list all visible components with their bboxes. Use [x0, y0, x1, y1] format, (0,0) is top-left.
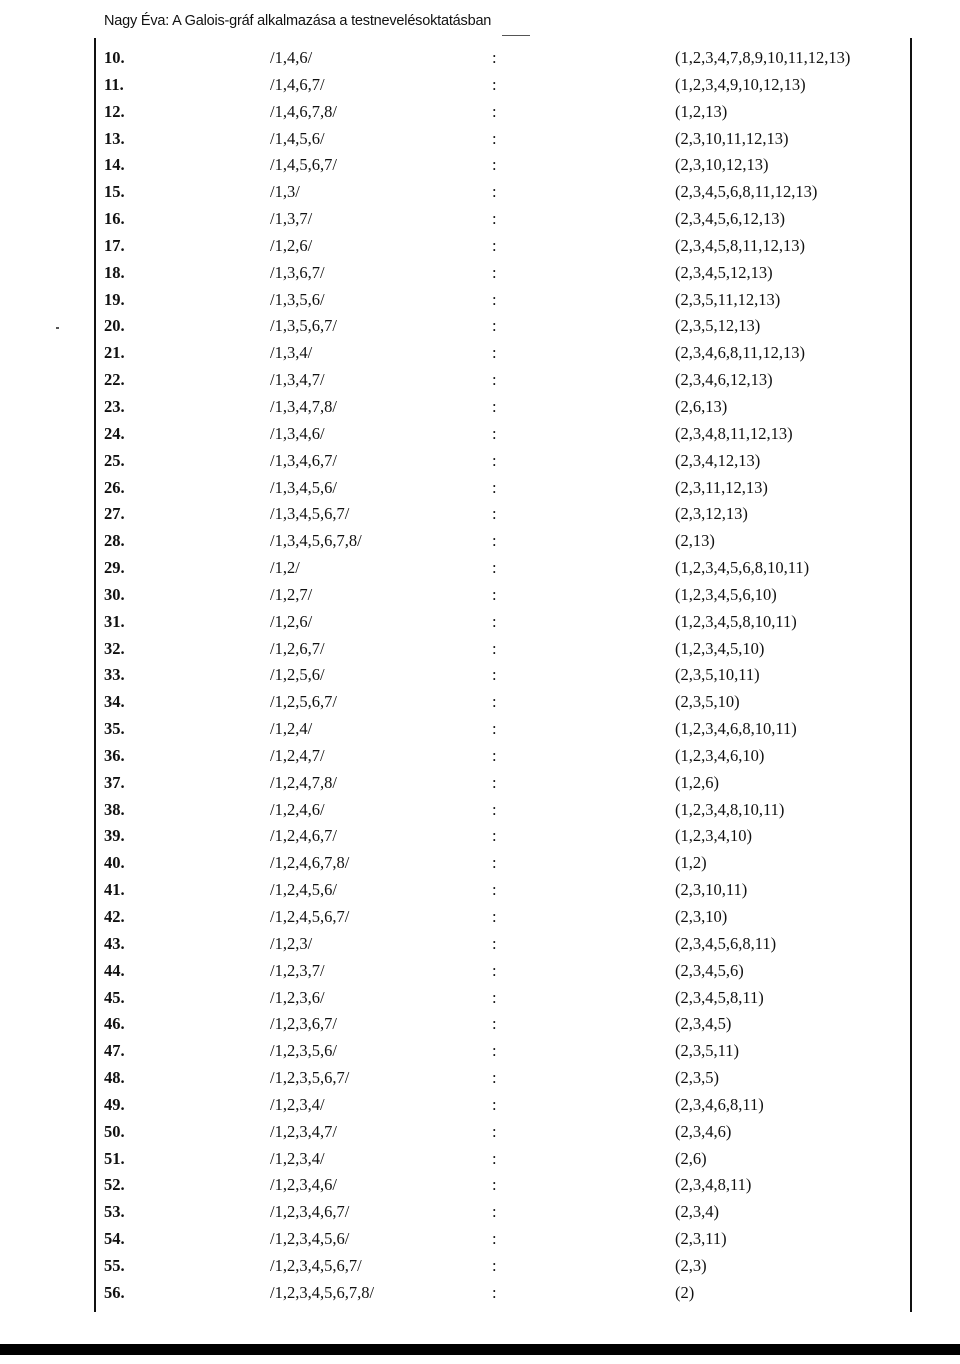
row-result: (2,3,10,11)	[675, 880, 748, 900]
row-number: 50.	[104, 1121, 125, 1141]
row-number: 11.	[104, 74, 124, 94]
row-number: 37.	[104, 772, 125, 792]
table-row	[0, 367, 960, 394]
row-result: (1,2,3,4,10)	[675, 826, 752, 846]
row-set: /1,4,6/	[270, 48, 313, 67]
row-result: (2,3,4,5,12,13)	[675, 262, 773, 282]
row-set: /1,2,3,4,5,6,7,8/	[270, 1282, 375, 1302]
row-set: /1,2,4,6,7/	[270, 826, 337, 846]
row-number: 27.	[104, 504, 125, 524]
row-result: (2,3,10,12,13)	[675, 155, 769, 175]
row-result: (2,3,4,5,6,8,11)	[675, 933, 777, 953]
row-set: /1,2,3/	[270, 933, 313, 953]
table-row	[0, 233, 960, 260]
row-colon: :	[492, 638, 497, 658]
row-set: /1,4,6,7/	[270, 74, 325, 94]
row-set: /1,2,5,6,7/	[270, 692, 337, 712]
table-row	[0, 1172, 960, 1199]
row-result: (2,3,11,12,13)	[675, 477, 768, 497]
row-colon: :	[492, 504, 497, 524]
row-set: /1,3,4,5,6,7,8/	[270, 531, 362, 551]
table-row	[0, 985, 960, 1012]
row-number: 12.	[104, 101, 125, 121]
table-row	[0, 958, 960, 985]
table-row	[0, 99, 960, 126]
row-result: (1,2)	[675, 853, 707, 873]
row-result: (2,3,10)	[675, 907, 728, 926]
row-colon: :	[492, 933, 497, 953]
row-number: 49.	[104, 1094, 125, 1114]
row-colon: :	[492, 1068, 497, 1088]
row-set: /1,4,5,6/	[270, 128, 325, 148]
row-colon: :	[492, 907, 497, 926]
table-row	[0, 1146, 960, 1173]
row-colon: :	[492, 477, 497, 497]
row-set: /1,2,3,5,6/	[270, 1041, 337, 1061]
table-row	[0, 72, 960, 99]
row-colon: :	[492, 450, 497, 470]
table-row	[0, 770, 960, 797]
row-colon: :	[492, 289, 497, 309]
row-number: 22.	[104, 370, 125, 390]
row-result: (1,2,3,4,6,8,10,11)	[675, 719, 797, 739]
row-number: 43.	[104, 933, 125, 953]
table-row	[0, 931, 960, 958]
row-result: (2,3,5,11,12,13)	[675, 289, 781, 309]
row-number: 24.	[104, 423, 125, 443]
row-number: 19.	[104, 289, 125, 309]
row-number: 40.	[104, 853, 125, 873]
row-result: (2,3,4,5,8,11)	[675, 987, 764, 1007]
table-row	[0, 126, 960, 153]
row-set: /1,2,3,7/	[270, 960, 325, 980]
row-colon: :	[492, 611, 497, 631]
table-row	[0, 1038, 960, 1065]
row-set: /1,2,6,7/	[270, 638, 325, 658]
row-set: /1,3,4,5,6,7/	[270, 504, 350, 524]
row-result: (2,3,10,11,12,13)	[675, 128, 789, 148]
row-number: 56.	[104, 1282, 125, 1302]
row-colon: :	[492, 423, 497, 443]
row-result: (1,2,6)	[675, 772, 719, 792]
table-row	[0, 743, 960, 770]
row-result: (1,2,3,4,5,10)	[675, 638, 765, 658]
table-row	[0, 797, 960, 824]
row-result: (2,13)	[675, 531, 715, 551]
row-number: 36.	[104, 745, 125, 765]
row-number: 25.	[104, 450, 125, 470]
row-result: (2,3,4,12,13)	[675, 450, 761, 470]
row-colon: :	[492, 370, 497, 390]
row-number: 23.	[104, 396, 125, 416]
row-number: 45.	[104, 987, 125, 1007]
row-number: 53.	[104, 1202, 125, 1222]
row-result: (2,3,4,5)	[675, 1014, 732, 1034]
row-result: (2,3,5,10,11)	[675, 665, 760, 685]
row-result: (2,3,4,6)	[675, 1121, 732, 1141]
concept-table	[0, 45, 960, 1307]
row-colon: :	[492, 665, 497, 685]
row-set: /1,3,4,5,6/	[270, 477, 337, 497]
table-row	[0, 1199, 960, 1226]
row-number: 41.	[104, 880, 125, 900]
table-row	[0, 850, 960, 877]
row-set: /1,3/	[270, 182, 300, 202]
row-number: 13.	[104, 128, 125, 148]
table-row	[0, 823, 960, 850]
row-number: 51.	[104, 1148, 125, 1168]
table-row	[0, 421, 960, 448]
row-set: /1,3,4/	[270, 343, 313, 363]
row-result: (2,3,12,13)	[675, 504, 748, 524]
row-number: 55.	[104, 1255, 125, 1275]
row-set: /1,2,6/	[270, 235, 313, 255]
row-set: /1,2,4,5,6/	[270, 880, 337, 900]
row-result: (2,3,4,6,8,11)	[675, 1094, 764, 1114]
row-colon: :	[492, 853, 497, 873]
row-number: 32.	[104, 638, 125, 658]
row-set: /1,2,4,6/	[270, 799, 325, 819]
row-number: 28.	[104, 531, 125, 551]
row-set: /1,2,3,4,7/	[270, 1121, 337, 1141]
row-number: 15.	[104, 182, 125, 202]
row-result: (2,6,13)	[675, 396, 728, 416]
row-colon: :	[492, 396, 497, 416]
table-row	[0, 1253, 960, 1280]
row-number: 17.	[104, 235, 125, 255]
row-set: /1,2,3,5,6,7/	[270, 1068, 350, 1088]
row-colon: :	[492, 531, 497, 551]
page-header: Nagy Éva: A Galois-gráf alkalmazása a testnevelésoktatásban	[104, 13, 492, 29]
table-row	[0, 555, 960, 582]
row-result: (2,3,5,11)	[675, 1041, 740, 1061]
row-colon: :	[492, 74, 497, 94]
row-result: (2,3,5,12,13)	[675, 316, 761, 336]
row-number: 38.	[104, 799, 125, 819]
row-number: 52.	[104, 1175, 125, 1195]
row-colon: :	[492, 101, 497, 121]
row-set: /1,2,4,6,7,8/	[270, 853, 350, 873]
row-result: (2,3,4,5,8,11,12,13)	[675, 235, 806, 255]
row-number: 20.	[104, 316, 125, 336]
row-colon: :	[492, 262, 497, 282]
row-colon: :	[492, 960, 497, 980]
row-set: /1,2,5,6/	[270, 665, 325, 685]
row-number: 21.	[104, 343, 125, 363]
row-result: (2,3,4,5,6)	[675, 960, 744, 980]
table-row	[0, 1226, 960, 1253]
row-colon: :	[492, 48, 497, 67]
row-result: (2,3,4,6,8,11,12,13)	[675, 343, 806, 363]
row-colon: :	[492, 1229, 497, 1249]
row-result: (2,3,5)	[675, 1068, 719, 1088]
row-number: 54.	[104, 1229, 125, 1249]
row-colon: :	[492, 1148, 497, 1168]
table-row	[0, 45, 960, 72]
table-row	[0, 1092, 960, 1119]
row-set: /1,2/	[270, 558, 300, 578]
row-result: (2,6)	[675, 1148, 707, 1168]
row-number: 44.	[104, 960, 125, 980]
row-result: (1,2,3,4,8,10,11)	[675, 799, 785, 819]
table-row	[0, 636, 960, 663]
table-row	[0, 206, 960, 233]
row-colon: :	[492, 1255, 497, 1275]
row-set: /1,2,6/	[270, 611, 313, 631]
table-row	[0, 340, 960, 367]
header-rule	[502, 35, 530, 36]
row-colon: :	[492, 155, 497, 175]
row-result: (2,3)	[675, 1255, 707, 1275]
row-set: /1,3,7/	[270, 209, 313, 229]
row-result: (2)	[675, 1282, 695, 1302]
row-colon: :	[492, 1094, 497, 1114]
row-set: /1,2,4,7/	[270, 745, 325, 765]
table-row	[0, 1119, 960, 1146]
row-set: /1,2,4,5,6,7/	[270, 907, 350, 926]
row-result: (2,3,11)	[675, 1229, 727, 1249]
row-set: /1,3,6,7/	[270, 262, 325, 282]
row-number: 47.	[104, 1041, 125, 1061]
table-row	[0, 528, 960, 555]
row-set: /1,2,3,4/	[270, 1148, 325, 1168]
row-colon: :	[492, 128, 497, 148]
row-colon: :	[492, 1041, 497, 1061]
row-result: (2,3,4,5,6,12,13)	[675, 209, 785, 229]
table-row	[0, 877, 960, 904]
row-number: 33.	[104, 665, 125, 685]
table-row	[0, 609, 960, 636]
row-set: /1,2,7/	[270, 584, 313, 604]
row-number: 48.	[104, 1068, 125, 1088]
row-colon: :	[492, 799, 497, 819]
row-number: 35.	[104, 719, 125, 739]
row-set: /1,2,4,7,8/	[270, 772, 337, 792]
table-row	[0, 1065, 960, 1092]
row-colon: :	[492, 719, 497, 739]
row-number: 14.	[104, 155, 125, 175]
row-colon: :	[492, 745, 497, 765]
row-colon: :	[492, 880, 497, 900]
row-set: /1,3,4,7/	[270, 370, 325, 390]
row-colon: :	[492, 1282, 497, 1302]
row-set: /1,2,3,6,7/	[270, 1014, 337, 1034]
row-number: 18.	[104, 262, 125, 282]
row-number: 30.	[104, 584, 125, 604]
row-colon: :	[492, 316, 497, 336]
table-row	[0, 152, 960, 179]
table-row	[0, 716, 960, 743]
table-row	[0, 475, 960, 502]
row-colon: :	[492, 987, 497, 1007]
row-colon: :	[492, 343, 497, 363]
row-colon: :	[492, 235, 497, 255]
row-colon: :	[492, 182, 497, 202]
row-set: /1,2,3,6/	[270, 987, 325, 1007]
row-result: (1,2,3,4,5,8,10,11)	[675, 611, 797, 631]
row-result: (1,2,3,4,7,8,9,10,11,12,13)	[675, 48, 851, 67]
row-colon: :	[492, 1175, 497, 1195]
table-row	[0, 313, 960, 340]
table-row	[0, 179, 960, 206]
row-colon: :	[492, 1014, 497, 1034]
bottom-bar	[0, 1344, 960, 1355]
row-result: (1,2,3,4,5,6,10)	[675, 584, 777, 604]
table-row	[0, 501, 960, 528]
table-row	[0, 260, 960, 287]
row-set: /1,4,6,7,8/	[270, 101, 337, 121]
table-row	[0, 394, 960, 421]
row-colon: :	[492, 692, 497, 712]
row-number: 39.	[104, 826, 125, 846]
row-result: (1,2,3,4,9,10,12,13)	[675, 74, 806, 94]
row-set: /1,3,5,6,7/	[270, 316, 337, 336]
row-colon: :	[492, 772, 497, 792]
row-set: /1,2,3,4,5,6/	[270, 1229, 350, 1249]
row-set: /1,2,3,4,5,6,7/	[270, 1255, 362, 1275]
row-result: (2,3,4,6,12,13)	[675, 370, 773, 390]
table-row	[0, 1011, 960, 1038]
row-set: /1,2,3,4/	[270, 1094, 325, 1114]
table-row	[0, 448, 960, 475]
table-row	[0, 287, 960, 314]
row-set: /1,3,4,6/	[270, 423, 325, 443]
row-colon: :	[492, 584, 497, 604]
row-number: 31.	[104, 611, 125, 631]
row-number: 34.	[104, 692, 125, 712]
row-set: /1,3,4,7,8/	[270, 396, 337, 416]
row-colon: :	[492, 826, 497, 846]
row-colon: :	[492, 1121, 497, 1141]
row-result: (1,2,13)	[675, 101, 728, 121]
row-set: /1,2,3,4,6/	[270, 1175, 337, 1195]
row-colon: :	[492, 558, 497, 578]
row-number: 29.	[104, 558, 125, 578]
row-result: (2,3,4,5,6,8,11,12,13)	[675, 182, 818, 202]
table-row	[0, 904, 960, 931]
row-set: /1,3,5,6/	[270, 289, 325, 309]
row-number: 16.	[104, 209, 125, 229]
row-result: (1,2,3,4,5,6,8,10,11)	[675, 558, 810, 578]
row-set: /1,2,3,4,6,7/	[270, 1202, 350, 1222]
row-result: (2,3,5,10)	[675, 692, 740, 712]
row-result: (2,3,4,8,11)	[675, 1175, 752, 1195]
row-result: (2,3,4)	[675, 1202, 719, 1222]
row-number: 10.	[104, 48, 125, 67]
row-number: 46.	[104, 1014, 125, 1034]
row-result: (1,2,3,4,6,10)	[675, 745, 765, 765]
row-set: /1,3,4,6,7/	[270, 450, 337, 470]
table-row	[0, 582, 960, 609]
row-set: /1,2,4/	[270, 719, 313, 739]
row-number: 26.	[104, 477, 125, 497]
row-result: (2,3,4,8,11,12,13)	[675, 423, 793, 443]
row-colon: :	[492, 209, 497, 229]
table-row	[0, 1280, 960, 1307]
table-row	[0, 689, 960, 716]
table-row	[0, 662, 960, 689]
row-number: 42.	[104, 907, 125, 926]
row-colon: :	[492, 1202, 497, 1222]
row-set: /1,4,5,6,7/	[270, 155, 337, 175]
